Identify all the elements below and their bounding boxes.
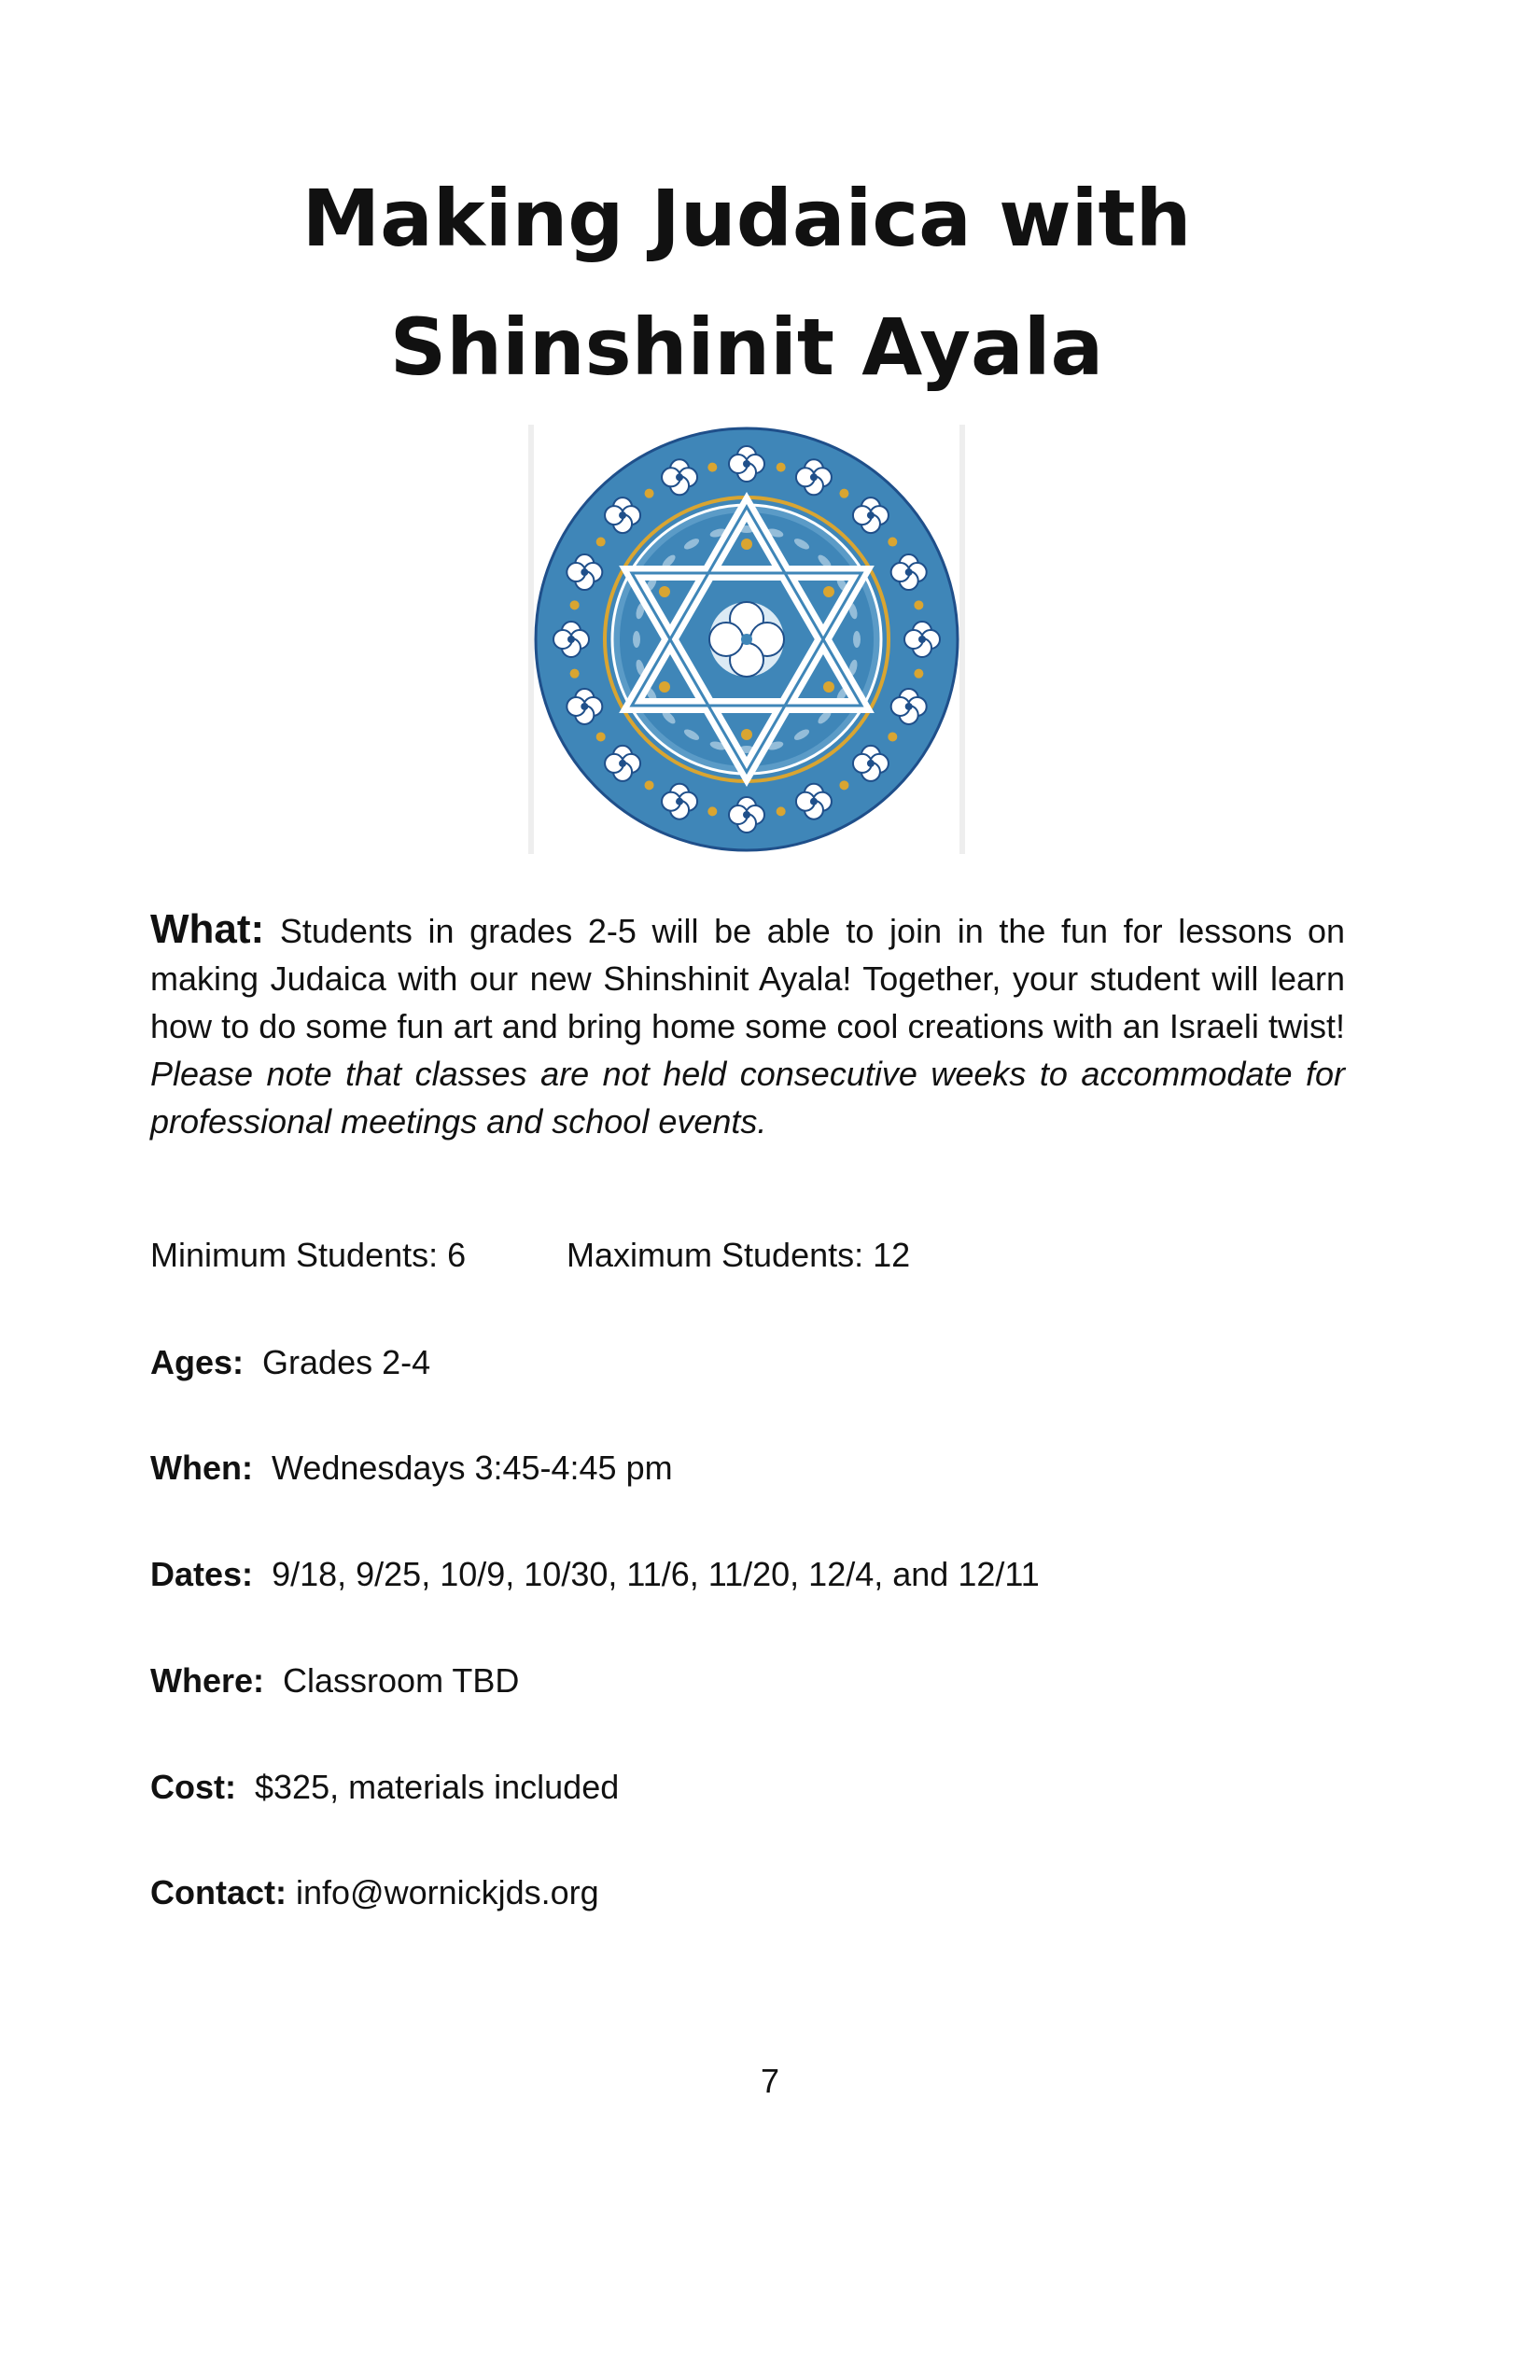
- ages-label: Ages:: [150, 1343, 245, 1381]
- dates-label: Dates:: [150, 1555, 254, 1593]
- page-title: [187, 154, 1307, 412]
- where-row: [150, 1658, 519, 1704]
- maximum-students: Maximum Students: 12: [567, 1236, 911, 1274]
- where-value: Classroom TBD: [283, 1661, 520, 1700]
- star-of-david-medallion-icon: [528, 425, 965, 854]
- title-line-1: Making Judaica with: [301, 173, 1192, 264]
- cost-row: [150, 1764, 619, 1811]
- minimum-students: Minimum Students: 6: [150, 1236, 467, 1274]
- page-number: 7: [760, 2062, 780, 2100]
- contact-row: [150, 1869, 599, 1916]
- when-row: [150, 1445, 673, 1491]
- when-label: When:: [150, 1449, 253, 1487]
- what-paragraph: [150, 905, 1345, 1145]
- title-line-2: Shinshinit Ayala: [389, 301, 1104, 393]
- dates-value: 9/18, 9/25, 10/9, 10/30, 11/6, 11/20, 12/4, and 12/11: [272, 1555, 1040, 1593]
- when-value: Wednesdays 3:45-4:45 pm: [271, 1449, 673, 1487]
- ages-row: [150, 1339, 430, 1386]
- cost-value: $325, materials included: [255, 1768, 620, 1806]
- contact-email[interactable]: info@wornickjds.org: [296, 1873, 599, 1911]
- what-label: What:: [150, 906, 265, 952]
- where-label: Where:: [150, 1661, 265, 1700]
- what-text: Students in grades 2-5 will be able to join in the fun for lessons on making Judaica with our new Shinshinit Ayala! Together, your student will learn how to do some fun art and bring home some cool creations with an Israeli twist!: [150, 912, 1345, 1045]
- dates-row: [150, 1551, 1040, 1598]
- contact-label: Contact:: [150, 1873, 287, 1911]
- ages-value: Grades 2-4: [262, 1343, 431, 1381]
- cost-label: Cost:: [150, 1768, 236, 1806]
- what-note: Please note that classes are not held consecutive weeks to accommodate for professional meetings and school events.: [150, 1055, 1345, 1141]
